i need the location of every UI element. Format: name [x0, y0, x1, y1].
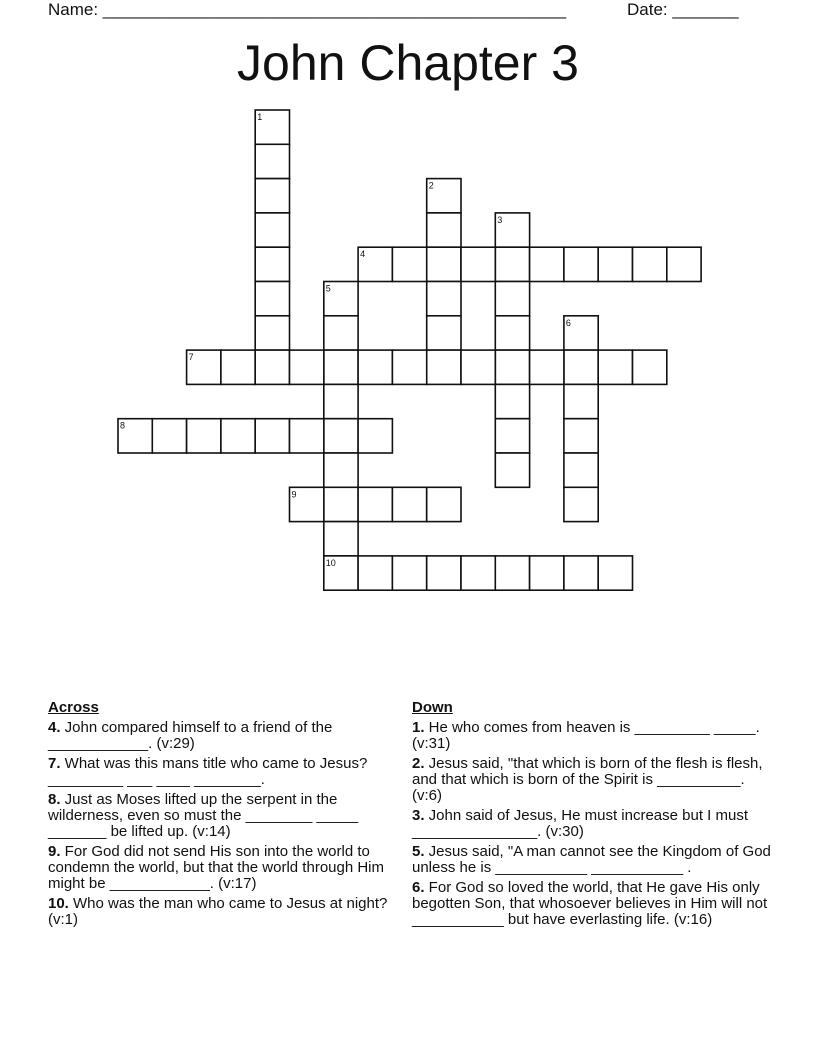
grid-cell[interactable] [495, 419, 529, 453]
grid-cell[interactable] [598, 556, 632, 590]
grid-cell[interactable] [564, 247, 598, 281]
grid-cell[interactable] [324, 316, 358, 350]
cell-number: 9 [291, 489, 297, 500]
grid-cell[interactable] [461, 556, 495, 590]
grid-cell[interactable] [564, 487, 598, 521]
grid-cell[interactable] [495, 247, 529, 281]
grid-cell[interactable] [358, 419, 392, 453]
grid-cell[interactable] [152, 419, 186, 453]
cell-number: 10 [325, 557, 336, 568]
down-clue: 5. Jesus said, "A man cannot see the Kingdom of God unless he is ___________ ___________ . [412, 843, 771, 876]
grid-cell[interactable] [461, 247, 495, 281]
grid-cell[interactable] [324, 419, 358, 453]
across-clues [48, 700, 403, 932]
grid-cell[interactable] [324, 453, 358, 487]
down-heading: Down [412, 699, 453, 716]
cell-number: 2 [428, 180, 434, 191]
grid-cell[interactable] [324, 522, 358, 556]
grid-cell[interactable] [530, 556, 564, 590]
grid-cell[interactable] [324, 384, 358, 418]
grid-cell[interactable] [255, 213, 289, 247]
cell-number: 6 [565, 317, 571, 328]
cell-number: 3 [497, 214, 503, 225]
cell-number: 7 [188, 352, 194, 363]
grid-cell[interactable] [324, 350, 358, 384]
grid-cell[interactable] [255, 316, 289, 350]
across-clue: 8. Just as Moses lifted up the serpent in the wilderness, even so must the ________ _____ _______ be lifted up. (v:14) [48, 791, 359, 840]
grid-cell[interactable] [564, 350, 598, 384]
grid-cell[interactable] [358, 350, 392, 384]
grid-cell[interactable] [530, 350, 564, 384]
grid-cell[interactable] [221, 419, 255, 453]
grid-cell[interactable] [598, 247, 632, 281]
grid-cell[interactable] [221, 350, 255, 384]
across-clue: 10. Who was the man who came to Jesus at night? (v:1) [48, 895, 388, 928]
grid-cell[interactable] [187, 419, 221, 453]
down-clue: 6. For God so loved the world, that He gave His only begotten Son, that whosoever believes in Him will not ___________ but have everlasting life. (v:16) [412, 879, 768, 928]
grid-cell[interactable] [427, 247, 461, 281]
grid-cell[interactable] [427, 316, 461, 350]
grid-cell[interactable] [290, 419, 324, 453]
down-clue: 1. He who comes from heaven is _________ _____. (v:31) [412, 719, 760, 752]
grid-cell[interactable] [633, 350, 667, 384]
grid-cell[interactable] [358, 556, 392, 590]
down-clues [412, 700, 772, 932]
grid-cell[interactable] [392, 350, 426, 384]
grid-cell[interactable] [633, 247, 667, 281]
grid-cell[interactable] [255, 144, 289, 178]
grid-cell[interactable] [667, 247, 701, 281]
cell-number: 8 [120, 420, 126, 431]
grid-cell[interactable] [427, 487, 461, 521]
puzzle-title: John Chapter 3 [237, 35, 579, 91]
grid-cell[interactable] [495, 556, 529, 590]
across-heading: Across [48, 699, 99, 716]
down-clue: 2. Jesus said, "that which is born of the flesh is flesh, and that which is born of the Spirit is __________. (v:6) [412, 755, 763, 804]
grid-cell[interactable] [392, 247, 426, 281]
date-field: Date: _______ [627, 0, 739, 19]
across-clue: 9. For God did not send His son into the world to condemn the world, but that the world through Him might be ____________. (v:17) [48, 843, 385, 892]
grid-cell[interactable] [598, 350, 632, 384]
grid-cell[interactable] [392, 556, 426, 590]
across-clue: 4. John compared himself to a friend of the ____________. (v:29) [48, 719, 333, 752]
cell-number: 5 [325, 283, 331, 294]
grid-cell[interactable] [358, 487, 392, 521]
grid-cell[interactable] [461, 350, 495, 384]
grid-cell[interactable] [255, 247, 289, 281]
name-field: Name: _________________________________________________ [48, 0, 567, 19]
grid-cell[interactable] [255, 350, 289, 384]
grid-cell[interactable] [564, 556, 598, 590]
down-clue: 3. John said of Jesus, He must increase but I must _______________. (v:30) [412, 807, 748, 840]
grid-cell[interactable] [290, 350, 324, 384]
grid-cell[interactable] [427, 213, 461, 247]
grid-cell[interactable] [495, 384, 529, 418]
grid-cell[interactable] [564, 453, 598, 487]
cell-number: 4 [360, 249, 366, 260]
grid-cell[interactable] [392, 487, 426, 521]
grid-cell[interactable] [427, 556, 461, 590]
grid-cell[interactable] [495, 453, 529, 487]
grid-cell[interactable] [427, 282, 461, 316]
across-clue: 7. What was this mans title who came to Jesus? _________ ___ ____ ________. [48, 755, 368, 788]
grid-cell[interactable] [255, 419, 289, 453]
grid-cell[interactable] [564, 419, 598, 453]
grid-cell[interactable] [495, 350, 529, 384]
grid-cell[interactable] [324, 487, 358, 521]
grid-cell[interactable] [564, 384, 598, 418]
cell-number: 1 [257, 112, 263, 122]
grid-cell[interactable] [427, 350, 461, 384]
grid-cell[interactable] [255, 179, 289, 213]
grid-cell[interactable] [255, 282, 289, 316]
grid-cell[interactable] [495, 282, 529, 316]
grid-cell[interactable] [495, 316, 529, 350]
grid-cell[interactable] [530, 247, 564, 281]
